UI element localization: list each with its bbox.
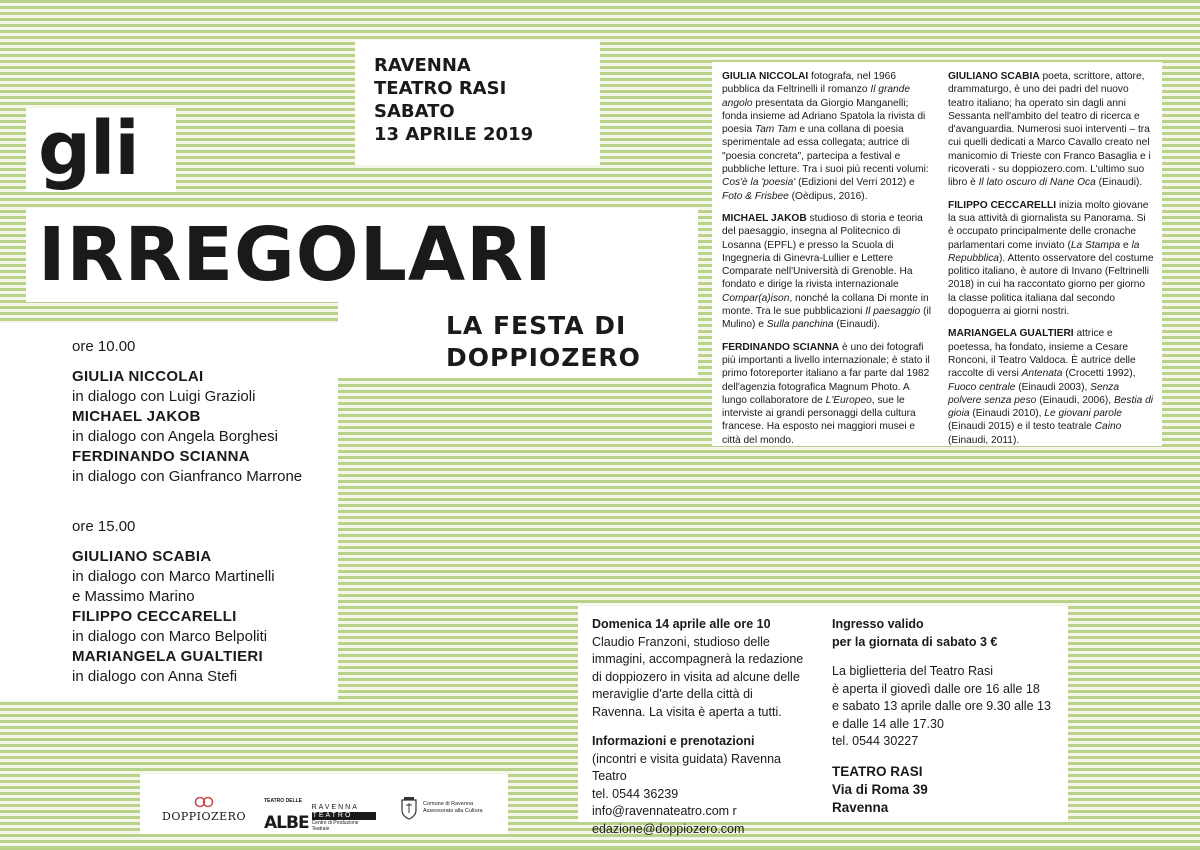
speaker-name: GIULIANO SCABIA <box>72 548 212 565</box>
bio-column-right <box>948 70 1154 456</box>
albe-small-text: TEATRO DELLE <box>264 798 302 804</box>
sunday-visit <box>592 616 806 721</box>
info-email-2[interactable]: edazione@doppiozero.com <box>592 821 745 836</box>
event-header <box>374 54 533 146</box>
ticket-title-1: Ingresso valido <box>832 617 924 631</box>
bio-gualtieri: MARIANGELA GUALTIERI attrice e poetessa, ha fondato, insieme a Cesare Ronconi, il Teatro Valdoca. È autrice delle raccolte di versi Antenata (Crocetti 1992), Fuoco centrale (Einaudi 2003), Senza polvere senza peso (Einaudi, 2006), Bestia di gioia (Einaudi 2010), Le giovani parole (Einaudi 2015) e il testo teatrale Caino (Einaudi, 2011). <box>948 328 1154 446</box>
albe-ravenna: RAVENNA <box>311 804 359 811</box>
title-irregolari: IRREGOLARI <box>38 212 553 298</box>
subtitle <box>446 310 641 374</box>
speaker-name: MARIANGELA GUALTIERI <box>72 648 263 665</box>
event-city: RAVENNA <box>374 55 471 76</box>
contact-info <box>592 733 806 838</box>
comune-line-1: Comune di Ravenna <box>423 801 474 807</box>
speaker-dialogue: in dialogo con Angela Borghesi <box>72 428 278 445</box>
doppiozero-wordmark: DOPPIOZERO <box>162 810 246 823</box>
doppiozero-logo <box>162 796 246 823</box>
bio-ceccarelli: FILIPPO CECCARELLI inizia molto giovane la sua attività di giornalista su Panorama. Si è occupato principalmente delle cronache parlamentari come inviato (La Stampa e la Repubblica). Attento osservatore del costume politico italiano, è autore di Invano (Feltrinelli 2018) in cui ha raccontato giorno per giorno la classe politica italiana dal secondo dopoguerra ai giorni nostri. <box>948 199 1154 318</box>
title-gli: gli <box>38 106 139 192</box>
sunday-title: Domenica 14 aprile alle ore 10 <box>592 617 771 631</box>
sunday-info <box>592 616 806 850</box>
speaker-dialogue: e Massimo Marino <box>72 588 195 605</box>
tickets-info <box>832 616 1062 829</box>
albe-teatro: TEATRO <box>312 812 376 820</box>
event-venue: TEATRO RASI <box>374 78 507 99</box>
speaker-dialogue: in dialogo con Gianfranco Marrone <box>72 468 303 485</box>
info-body: (incontri e visita guidata) Ravenna Teatro <box>592 751 781 783</box>
bio-jakob: MICHAEL JAKOB studioso di storia e teoria del paesaggio, insegna al Politecnico di Losanna (EPFL) e presso la Scuola di Ingegneria di Ginevra-Lullier e Lettere Comparate nell'Università di Grenoble. Ha fondato e dirige la rivista internazionale Compar(a)ison, nonché la collana Di monte in monte. Tra le sue pubblicazioni Il paesaggio (il Mulino) e Sulla panchina (Einaudi). <box>722 212 931 331</box>
info-title: Informazioni e prenotazioni <box>592 734 755 748</box>
program-afternoon <box>72 517 275 687</box>
sunday-body: Claudio Franzoni, studioso delle immagini, accompagnerà la redazione di doppiozero in visita ad alcune delle meraviglie d'arte della città di Ravenna. La visita è aperta a tutti. <box>592 634 804 719</box>
bio-niccolai: GIULIA NICCOLAI fotografa, nel 1966 pubblica da Feltrinelli il romanzo Il grande angolo presentata da Giorgio Manganelli; fonda insieme ad Adriano Spatola la rivista di poesia Tam Tam e una collana di poesia sperimentale ad essa collegata; autrice di "poesia concreta", partecipa a festival e pubbliche letture. Tra i suoi più recenti volumi: Cos'è la 'poesia' (Edizioni del Verri 2012) e Foto & Frisbee (Oèdipus, 2016). <box>722 71 929 202</box>
speaker-name: FILIPPO CECCARELLI <box>72 608 237 625</box>
doppiozero-rings-icon <box>193 796 215 808</box>
city-crest-icon <box>400 796 418 820</box>
albe-logo <box>264 798 376 832</box>
event-date: 13 APRILE 2019 <box>374 124 534 145</box>
bio-scianna: FERDINANDO SCIANNA è uno dei fotografi più importanti a livello internazionale; è stato il primo fotoreporter italiano a far parte dal 1982 dell'agenzia fotografica Magnum Photo. A lungo collaboratore de L'Europeo, sue le interviste ai grandi personaggi della cultura francese. Ha esposto nei maggiori musei e città del mondo. <box>722 341 930 446</box>
venue-address: TEATRO RASI Via di Roma 39 Ravenna <box>832 763 928 815</box>
comune-line-2: Assessorato alla Cultura <box>423 808 483 814</box>
speaker-name: MICHAEL JAKOB <box>72 408 201 425</box>
ticket-phone: tel. 0544 30227 <box>832 734 919 748</box>
subtitle-line-2: DOPPIOZERO <box>446 343 641 372</box>
albe-centro: Centro di Produzione Teatrale <box>311 820 359 832</box>
subtitle-line-1: LA FESTA DI <box>446 311 627 340</box>
ticket-title-2: per la giornata di sabato 3 € <box>832 634 998 649</box>
speaker-dialogue: in dialogo con Luigi Grazioli <box>72 388 256 405</box>
comune-logo <box>400 796 483 820</box>
info-email-1[interactable]: info@ravennateatro.com r <box>592 804 737 818</box>
speaker-name: FERDINANDO SCIANNA <box>72 448 250 465</box>
ticket-price <box>832 616 1062 651</box>
box-office-hours: La biglietteria del Teatro Rasi è aperta il giovedì dalle ore 16 alle 18 e sabato 13 aprile dalle ore 9.30 alle 13 e dalle 14 alle 17.30 tel. 0544 30227 <box>832 664 1051 748</box>
info-phone: tel. 0544 36239 <box>592 786 679 801</box>
afternoon-time: ore 15.00 <box>72 518 136 535</box>
speaker-name: GIULIA NICCOLAI <box>72 368 204 385</box>
bio-scabia: GIULIANO SCABIA poeta, scrittore, attore, drammaturgo, è uno dei padri del nuovo teatro italiano; ha operato sin dagli anni Sessanta nell'ambito del teatro di ricerca e d'avanguardia. Numerosi suoi interventi – tra cui quelli dedicati a Marco Cavallo creato nel manicomio di Trieste con Franco Basaglia e i ricoverati - su doppiozero.com. L'ultimo suo libro è Il lato oscuro di Nane Oca (Einaudi). <box>948 71 1151 189</box>
event-day: SABATO <box>374 101 455 122</box>
albe-wordmark: ALBE <box>264 813 309 833</box>
speaker-dialogue: in dialogo con Marco Martinelli <box>72 568 275 585</box>
morning-time: ore 10.00 <box>72 338 136 355</box>
speaker-dialogue: in dialogo con Marco Belpoliti <box>72 628 268 645</box>
speaker-dialogue: in dialogo con Anna Stefi <box>72 668 238 685</box>
bio-column-left <box>722 70 932 456</box>
program-morning <box>72 337 302 487</box>
